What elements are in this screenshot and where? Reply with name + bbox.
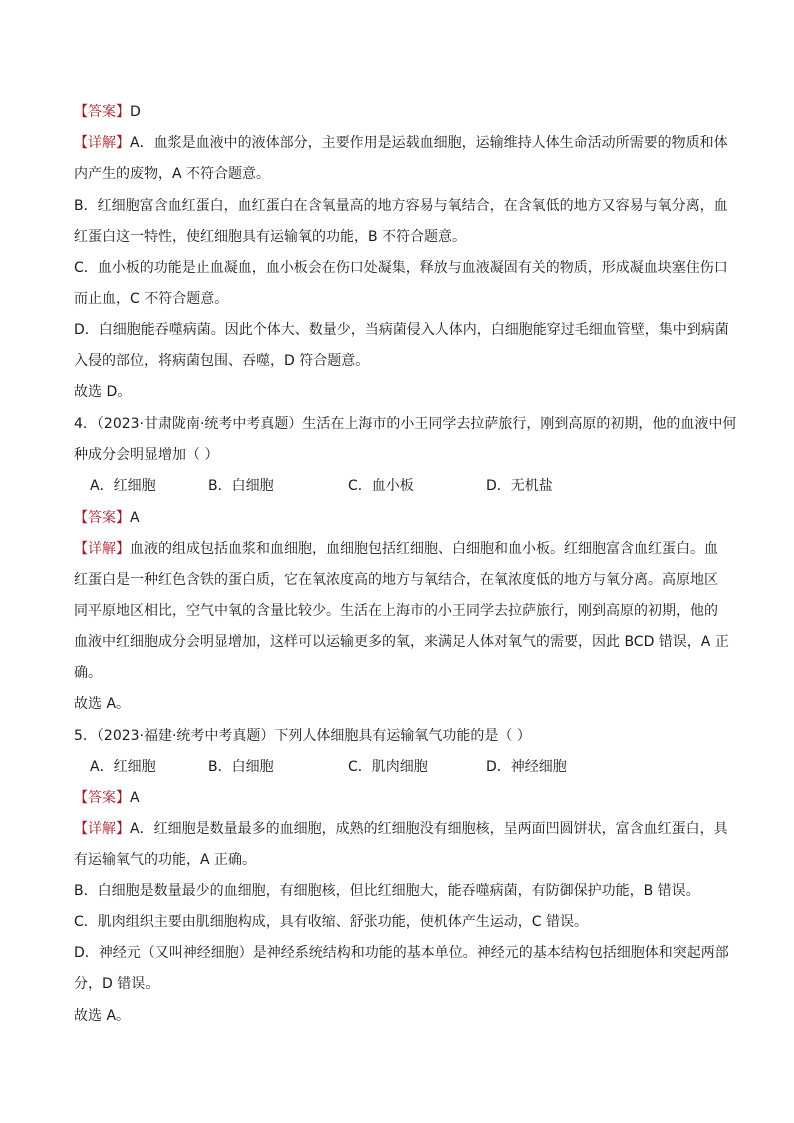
q3-detail-line-2: 内产生的废物，A 不符合题意。 bbox=[74, 166, 271, 182]
q5-option-c: C．肌肉细胞 bbox=[348, 759, 428, 775]
q4-detail-line-4: 血液中红细胞成分会明显增加，这样可以运输更多的氧，来满足人体对氧气的需要，因此 BCD 错误，A 正 bbox=[74, 634, 729, 650]
q5-detail-line-6: 分，D 错误。 bbox=[74, 976, 160, 992]
q4-conclusion: 故选 A。 bbox=[74, 696, 131, 712]
q3-detail-line-6: 而止血，C 不符合题意。 bbox=[74, 291, 229, 307]
q5-answer-line bbox=[74, 788, 140, 808]
q4-answer-value: A bbox=[130, 510, 140, 526]
q3-detail-line-8: 入侵的部位，将病菌包围、吞噬，D 符合题意。 bbox=[74, 353, 370, 369]
q3-detail-line-3: B．红细胞富含血红蛋白，血红蛋白在含氧量高的地方容易与氧结合，在含氧低的地方又容易与氧分离，血 bbox=[74, 198, 728, 214]
q4-detail-line-3: 同平原地区相比，空气中氧的含量比较少。生活在上海市的小王同学去拉萨旅行，刚到高原的初期，他的 bbox=[74, 603, 718, 619]
answer-label: 【答案】 bbox=[74, 510, 130, 526]
q4-answer-line bbox=[74, 508, 140, 528]
detail-label: 【详解】 bbox=[74, 821, 130, 837]
answer-label: 【答案】 bbox=[74, 790, 130, 806]
detail-label: 【详解】 bbox=[74, 135, 130, 151]
q4-option-b: B．白细胞 bbox=[208, 478, 274, 494]
q3-detail-line-5: C．血小板的功能是止血凝血，血小板会在伤口处凝集，释放与血液凝固有关的物质，形成凝血块塞住伤口 bbox=[74, 260, 728, 276]
detail-label: 【详解】 bbox=[74, 541, 130, 557]
q4-detail-line-2: 红蛋白是一种红色含铁的蛋白质，它在氧浓度高的地方与氧结合，在氧浓度低的地方与氧分离。高原地区 bbox=[74, 572, 718, 588]
q5-detail-line-2: 有运输氧气的功能，A 正确。 bbox=[74, 852, 257, 868]
q5-conclusion: 故选 A。 bbox=[74, 1008, 131, 1024]
q4-option-d: D．无机盐 bbox=[486, 478, 553, 494]
q5-option-b: B．白细胞 bbox=[208, 759, 274, 775]
q5-option-a: A．红细胞 bbox=[90, 759, 156, 775]
q5-detail-line-3: B．白细胞是数量最少的血细胞，有细胞核，但比红细胞大，能吞噬病菌，有防御保护功能，B 错误。 bbox=[74, 883, 700, 899]
q3-detail-line-1: 【详解】A．血浆是血液中的液体部分，主要作用是运载血细胞，运输维持人体生命活动所需要的物质和体 bbox=[74, 135, 728, 151]
q4-stem-line-1: 4．（2023·甘肃陇南·统考中考真题）生活在上海市的小王同学去拉萨旅行，刚到高原的初期，他的血液中何 bbox=[74, 416, 737, 432]
q5-option-d: D．神经细胞 bbox=[486, 759, 567, 775]
q3-conclusion: 故选 D。 bbox=[74, 384, 132, 400]
q5-detail-line-1: 【详解】A．红细胞是数量最多的血细胞，成熟的红细胞没有细胞核，呈两面凹圆饼状，富含血红蛋白，具 bbox=[74, 821, 728, 837]
q3-detail-line-4: 红蛋白这一特性，使红细胞具有运输氧的功能，B 不符合题意。 bbox=[74, 229, 467, 245]
q4-detail-line-1: 【详解】血液的组成包括血浆和血细胞，血细胞包括红细胞、白细胞和血小板。红细胞富含血红蛋白。血 bbox=[74, 541, 718, 557]
q5-stem-line-1: 5．（2023·福建·统考中考真题）下列人体细胞具有运输氧气功能的是（ ） bbox=[74, 728, 531, 744]
q4-stem-line-2: 种成分会明显增加（ ） bbox=[74, 447, 219, 463]
q3-answer-line bbox=[74, 102, 141, 122]
answer-label: 【答案】 bbox=[74, 104, 130, 120]
q4-detail-line-5: 确。 bbox=[74, 665, 102, 681]
q5-answer-value: A bbox=[130, 790, 140, 806]
q5-detail-line-4: C．肌肉组织主要由肌细胞构成，具有收缩、舒张功能，使机体产生运动，C 错误。 bbox=[74, 914, 588, 930]
q4-option-c: C．血小板 bbox=[348, 478, 414, 494]
q3-detail-line-7: D．白细胞能吞噬病菌。因此个体大、数量少，当病菌侵入人体内，白细胞能穿过毛细血管壁，集中到病菌 bbox=[74, 322, 729, 338]
q4-option-a: A．红细胞 bbox=[90, 478, 156, 494]
q3-answer-value: D bbox=[130, 104, 141, 120]
q5-detail-line-5: D．神经元（又叫神经细胞）是神经系统结构和功能的基本单位。神经元的基本结构包括细胞体和突起两部 bbox=[74, 945, 729, 961]
